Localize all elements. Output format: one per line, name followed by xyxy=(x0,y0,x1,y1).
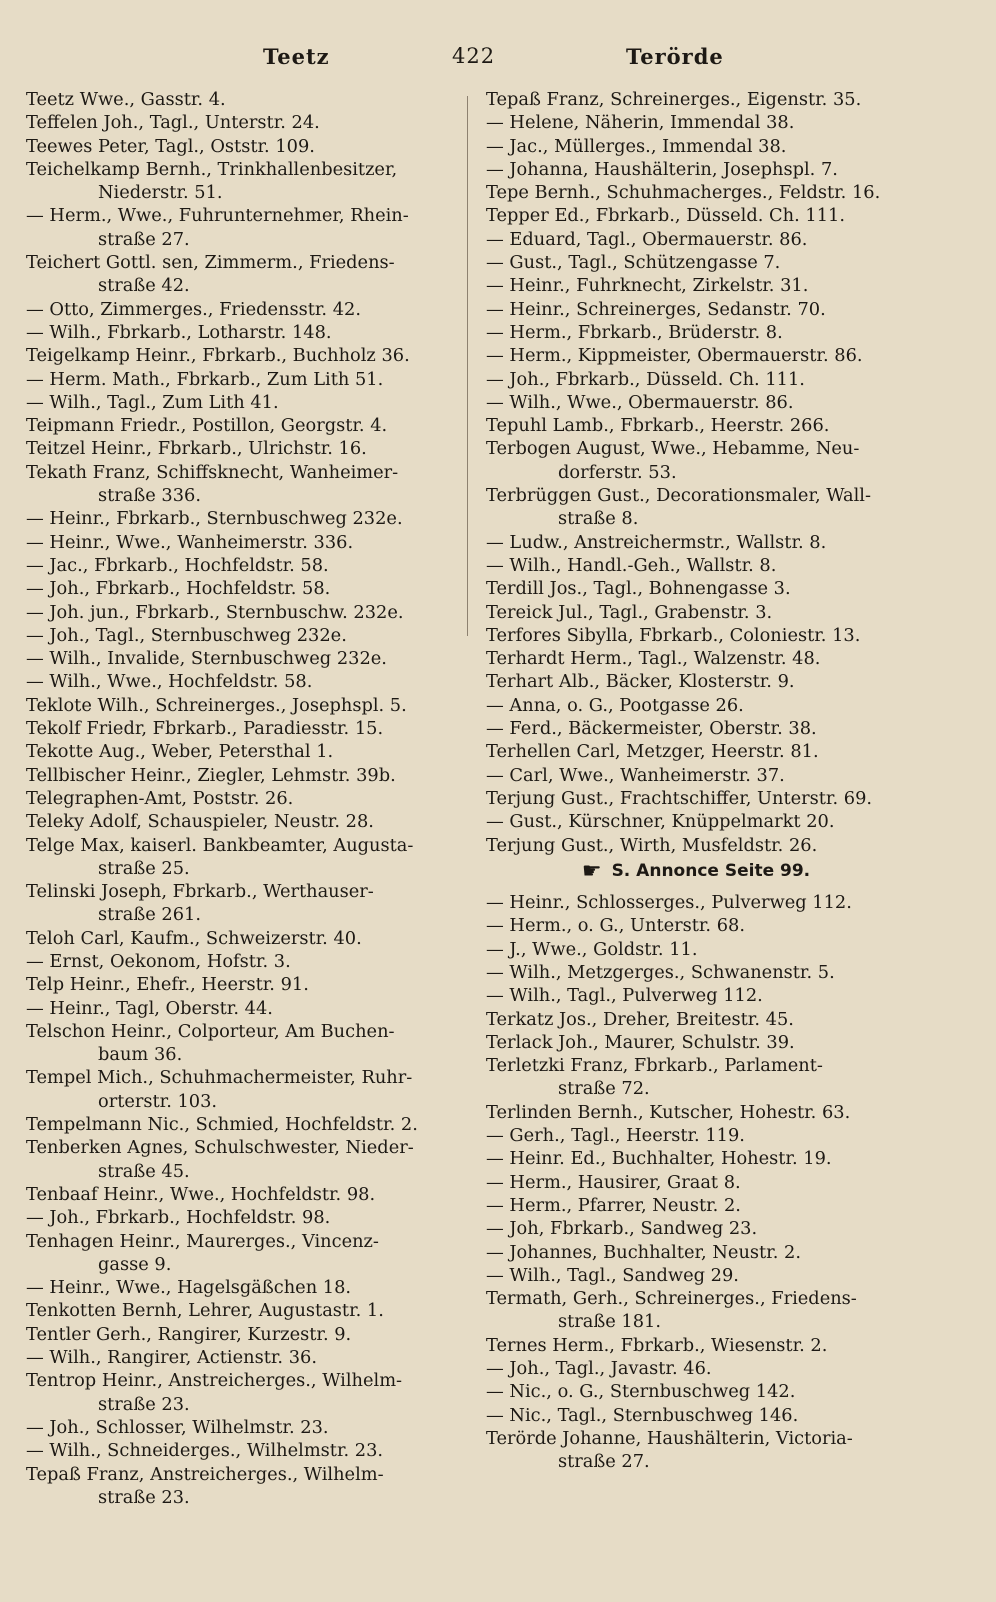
directory-entry: — Joh., Schlosser, Wilhelmstr. 23. xyxy=(26,1416,329,1438)
directory-entry: Tenhagen Heinr., Maurerges., Vincenz- xyxy=(26,1230,379,1252)
directory-entry: — Nic., o. G., Sternbuschweg 142. xyxy=(486,1381,796,1403)
directory-entry: — Gust., Tagl., Schützengasse 7. xyxy=(486,252,781,274)
directory-entry: Teewes Peter, Tagl., Oststr. 109. xyxy=(26,135,315,157)
directory-entry: — Joh., Fbrkarb., Düsseld. Ch. 111. xyxy=(486,368,805,390)
directory-entry: Tempel Mich., Schuhmachermeister, Ruhr- xyxy=(26,1067,413,1089)
directory-entry: Teklote Wilh., Schreinerges., Josephspl. 5. xyxy=(26,694,407,716)
directory-entry: straße 181. xyxy=(558,1311,662,1333)
running-head-left: Teetz xyxy=(263,44,330,69)
directory-entry: straße 261. xyxy=(98,904,202,926)
directory-entry: Teloh Carl, Kaufm., Schweizerstr. 40. xyxy=(26,927,362,949)
directory-entry: — Jac., Müllerges., Immendal 38. xyxy=(486,135,787,157)
directory-entry: — Heinr., Schlosserges., Pulverweg 112. xyxy=(486,892,852,914)
directory-entry: — Herm., Hausirer, Graat 8. xyxy=(486,1171,741,1193)
directory-entry: Tereick Jul., Tagl., Grabenstr. 3. xyxy=(486,601,773,623)
directory-entry: — Ernst, Oekonom, Hofstr. 3. xyxy=(26,950,291,972)
directory-entry: Terörde Johanne, Haushälterin, Victoria- xyxy=(486,1427,853,1449)
directory-entry: — Joh., Tagl., Javastr. 46. xyxy=(486,1358,712,1380)
pointing-hand-icon: ☛ xyxy=(581,858,602,884)
directory-entry: Teetz Wwe., Gasstr. 4. xyxy=(26,89,226,110)
directory-entry: — J., Wwe., Goldstr. 11. xyxy=(486,938,698,960)
directory-entry: Telge Max, kaiserl. Bankbeamter, Augusta- xyxy=(26,834,414,856)
directory-entry: — Wilh., Fbrkarb., Lotharstr. 148. xyxy=(26,321,332,343)
directory-entry: — Anna, o. G., Pootgasse 26. xyxy=(486,694,744,716)
right-column-top xyxy=(486,88,906,857)
directory-entry: — Herm., Wwe., Fuhrunternehmer, Rhein- xyxy=(26,205,409,227)
directory-entry: — Gust., Kürschner, Knüppelmarkt 20. xyxy=(486,811,835,833)
directory-entry: — Helene, Näherin, Immendal 38. xyxy=(486,112,795,134)
directory-entry: Termath, Gerh., Schreinerges., Friedens- xyxy=(486,1288,857,1310)
directory-entry: — Johanna, Haushälterin, Josephspl. 7. xyxy=(486,158,838,180)
directory-entry: straße 45. xyxy=(98,1160,190,1182)
directory-entry: Teichert Gottl. sen, Zimmerm., Friedens- xyxy=(26,252,395,274)
directory-entry: gasse 9. xyxy=(98,1253,172,1275)
directory-entry: straße 27. xyxy=(98,228,190,250)
directory-entry: Teffelen Joh., Tagl., Unterstr. 24. xyxy=(26,112,320,134)
directory-entry: Tempelmann Nic., Schmied, Hochfeldstr. 2. xyxy=(26,1114,418,1136)
directory-entry: — Heinr., Wwe., Hagelsgäßchen 18. xyxy=(26,1277,352,1299)
directory-entry: Tentrop Heinr., Anstreicherges., Wilhelm- xyxy=(26,1370,403,1392)
directory-entry: straße 42. xyxy=(98,275,190,297)
directory-entry: Tekotte Aug., Weber, Petersthal 1. xyxy=(26,741,334,763)
directory-entry: Terlack Joh., Maurer, Schulstr. 39. xyxy=(486,1031,795,1053)
directory-entry: Ternes Herm., Fbrkarb., Wiesenstr. 2. xyxy=(486,1334,828,1356)
directory-entry: — Otto, Zimmerges., Friedensstr. 42. xyxy=(26,298,362,320)
page-number: 422 xyxy=(452,44,496,68)
directory-entry: — Joh, Fbrkarb., Sandweg 23. xyxy=(486,1218,758,1240)
directory-entry: orterstr. 103. xyxy=(98,1090,218,1112)
directory-entry: Telp Heinr., Ehefr., Heerstr. 91. xyxy=(26,974,309,996)
directory-entry: — Wilh., Wwe., Hochfeldstr. 58. xyxy=(26,671,313,693)
directory-entry: Terletzki Franz, Fbrkarb., Parlament- xyxy=(486,1055,823,1077)
directory-entry: Tenbaaf Heinr., Wwe., Hochfeldstr. 98. xyxy=(26,1183,376,1205)
column-rule xyxy=(467,96,468,636)
directory-entry: Telinski Joseph, Fbrkarb., Werthauser- xyxy=(26,881,374,903)
directory-entry: — Wilh., Tagl., Sandweg 29. xyxy=(486,1264,739,1286)
directory-entry: straße 27. xyxy=(558,1451,650,1473)
directory-entry: Terhellen Carl, Metzger, Heerstr. 81. xyxy=(486,741,819,763)
directory-entry: — Wilh., Tagl., Zum Lith 41. xyxy=(26,391,279,413)
directory-entry: — Joh., Fbrkarb., Hochfeldstr. 98. xyxy=(26,1207,331,1229)
directory-entry: Tenberken Agnes, Schulschwester, Nieder- xyxy=(26,1137,414,1159)
directory-entry: — Herm., Kippmeister, Obermauerstr. 86. xyxy=(486,345,863,367)
directory-entry: Niederstr. 51. xyxy=(98,182,223,204)
directory-entry: — Herm. Math., Fbrkarb., Zum Lith 51. xyxy=(26,368,384,390)
directory-entry: Tekolf Friedr, Fbrkarb., Paradiesstr. 15. xyxy=(26,718,384,740)
directory-entry: Tepaß Franz, Anstreicherges., Wilhelm- xyxy=(26,1463,384,1485)
directory-entry: Teitzel Heinr., Fbrkarb., Ulrichstr. 16. xyxy=(26,438,367,460)
directory-entry: straße 72. xyxy=(558,1078,650,1100)
directory-entry: Teigelkamp Heinr., Fbrkarb., Buchholz 36. xyxy=(26,345,410,367)
directory-entry: — Herm., Pfarrer, Neustr. 2. xyxy=(486,1194,741,1216)
directory-entry: — Heinr., Fbrkarb., Sternbuschweg 232e. xyxy=(26,508,403,530)
annonce-note xyxy=(486,857,906,891)
directory-entry: — Wilh., Handl.-Geh., Wallstr. 8. xyxy=(486,554,777,576)
directory-entry: straße 25. xyxy=(98,857,190,879)
directory-entry: — Johannes, Buchhalter, Neustr. 2. xyxy=(486,1241,801,1263)
directory-entry: — Jac., Fbrkarb., Hochfeldstr. 58. xyxy=(26,554,329,576)
directory-entry: — Wilh., Schneiderges., Wilhelmstr. 23. xyxy=(26,1440,384,1462)
directory-entry: — Wilh., Metzgerges., Schwanenstr. 5. xyxy=(486,961,835,983)
directory-entry: — Heinr., Schreinerges, Sedanstr. 70. xyxy=(486,298,826,320)
directory-entry: — Joh., Fbrkarb., Hochfeldstr. 58. xyxy=(26,578,331,600)
directory-entry: — Wilh., Invalide, Sternbuschweg 232e. xyxy=(26,648,387,670)
directory-entry: — Ferd., Bäckermeister, Oberstr. 38. xyxy=(486,718,817,740)
directory-entry: Terfores Sibylla, Fbrkarb., Coloniestr. 13. xyxy=(486,624,861,646)
directory-entry: — Heinr. Ed., Buchhalter, Hohestr. 19. xyxy=(486,1148,832,1170)
directory-entry: baum 36. xyxy=(98,1044,183,1066)
directory-entry: — Heinr., Wwe., Wanheimerstr. 336. xyxy=(26,531,354,553)
directory-entry: Tepper Ed., Fbrkarb., Düsseld. Ch. 111. xyxy=(486,205,846,227)
directory-entry: — Herm., o. G., Unterstr. 68. xyxy=(486,915,746,937)
directory-entry: Tepuhl Lamb., Fbrkarb., Heerstr. 266. xyxy=(486,415,830,437)
directory-entry: — Gerh., Tagl., Heerstr. 119. xyxy=(486,1125,745,1147)
directory-entry: — Eduard, Tagl., Obermauerstr. 86. xyxy=(486,228,808,250)
directory-entry: — Ludw., Anstreichermstr., Wallstr. 8. xyxy=(486,531,827,553)
directory-entry: Tentler Gerh., Rangirer, Kurzestr. 9. xyxy=(26,1323,352,1345)
directory-entry: Terbrüggen Gust., Decorationsmaler, Wall- xyxy=(486,485,872,507)
directory-entry: Tepe Bernh., Schuhmacherges., Feldstr. 16. xyxy=(486,182,881,204)
directory-entry: — Herm., Fbrkarb., Brüderstr. 8. xyxy=(486,321,783,343)
directory-entry: Terhardt Herm., Tagl., Walzenstr. 48. xyxy=(486,648,821,670)
directory-entry: dorferstr. 53. xyxy=(558,461,677,483)
directory-entry: straße 8. xyxy=(558,508,639,530)
directory-entry: — Wilh., Rangirer, Actienstr. 36. xyxy=(26,1347,317,1369)
directory-entry: Terlinden Bernh., Kutscher, Hohestr. 63. xyxy=(486,1101,851,1123)
directory-entry: — Heinr., Tagl, Oberstr. 44. xyxy=(26,997,273,1019)
directory-entry: — Heinr., Fuhrknecht, Zirkelstr. 31. xyxy=(486,275,809,297)
right-column xyxy=(486,88,906,1474)
directory-entry: — Joh. jun., Fbrkarb., Sternbuschw. 232e. xyxy=(26,601,404,623)
directory-entry: — Wilh., Tagl., Pulverweg 112. xyxy=(486,985,763,1007)
directory-entry: — Nic., Tagl., Sternbuschweg 146. xyxy=(486,1404,799,1426)
annonce-text: S. Annonce Seite 99. xyxy=(611,860,811,881)
running-head-right: Terörde xyxy=(626,44,724,69)
directory-entry: Tenkotten Bernh, Lehrer, Augustastr. 1. xyxy=(26,1300,384,1322)
directory-entry: straße 336. xyxy=(98,485,202,507)
directory-entry: — Wilh., Wwe., Obermauerstr. 86. xyxy=(486,391,794,413)
directory-entry: Teipmann Friedr., Postillon, Georgstr. 4. xyxy=(26,415,388,437)
directory-entry: Terkatz Jos., Dreher, Breitestr. 45. xyxy=(486,1008,794,1030)
directory-entry: Tepaß Franz, Schreinerges., Eigenstr. 35. xyxy=(486,89,862,110)
directory-entry: Tekath Franz, Schiffsknecht, Wanheimer- xyxy=(26,461,399,483)
directory-entry: Terjung Gust., Wirth, Musfeldstr. 26. xyxy=(486,834,818,856)
directory-entry: Terbogen August, Wwe., Hebamme, Neu- xyxy=(486,438,860,460)
directory-entry: Terjung Gust., Frachtschiffer, Unterstr. 69. xyxy=(486,787,873,809)
directory-entry: Terdill Jos., Tagl., Bohnengasse 3. xyxy=(486,578,791,600)
directory-entry: Terhart Alb., Bäcker, Klosterstr. 9. xyxy=(486,671,795,693)
right-column-bottom xyxy=(486,891,906,1473)
directory-entry: Telschon Heinr., Colporteur, Am Buchen- xyxy=(26,1020,395,1042)
directory-entry: Tellbischer Heinr., Ziegler, Lehmstr. 39b. xyxy=(26,764,396,786)
directory-entry: — Carl, Wwe., Wanheimerstr. 37. xyxy=(486,764,785,786)
directory-entry: — Joh., Tagl., Sternbuschweg 232e. xyxy=(26,624,347,646)
directory-entry: straße 23. xyxy=(98,1393,190,1415)
directory-entry: Teleky Adolf, Schauspieler, Neustr. 28. xyxy=(26,811,374,833)
directory-entry: straße 23. xyxy=(98,1486,190,1508)
directory-entry: Telegraphen-Amt, Poststr. 26. xyxy=(26,787,294,809)
directory-entry: Teichelkamp Bernh., Trinkhallenbesitzer, xyxy=(26,158,398,180)
left-column xyxy=(26,88,456,1509)
